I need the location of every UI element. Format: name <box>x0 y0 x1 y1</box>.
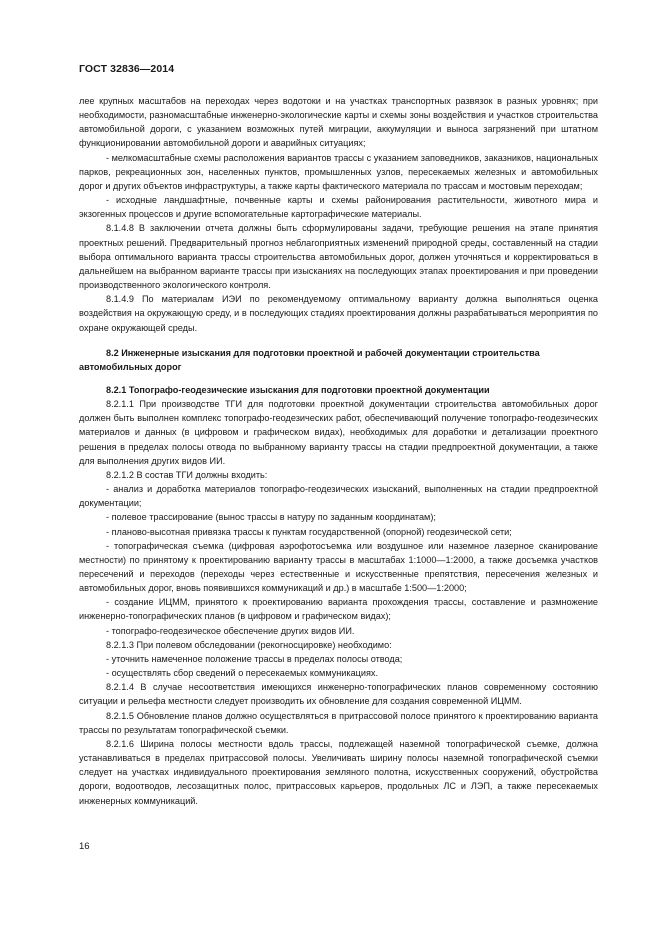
list-item: - анализ и доработка материалов топографо-геодезических изысканий, выполненных на стадии предпроектной документации; <box>79 484 598 509</box>
paragraph: 8.2.1.5 Обновление планов должно осуществляться в притрассовой полосе принятого к проектированию варианта трассы по результатам топографической съемки. <box>79 710 598 735</box>
list-item: - уточнить намеченное положение трассы в пределах полосы отвода; <box>106 653 403 664</box>
list-item: - исходные ландшафтные, почвенные карты и схемы районирования растительности, животного мира и экзогенных процессов и другие вспомогательные картографические материалы. <box>79 195 598 220</box>
paragraph: 8.2.1.2 В состав ТГИ должны входить: <box>106 469 268 480</box>
paragraph: 8.1.4.9 По материалам ИЭИ по рекомендуемому оптимальному варианту должна выполняться оценка воздействия на окружающую среду, и в последующих стадиях проектирования должны разрабатываться мероприятия по охране окружающей среды. <box>79 294 598 333</box>
paragraph: 8.2.1.4 В случае несоответствия имеющихся инженерно-топографических планов современному состоянию ситуации и рельефа местности следует производить их обновление для создания современной ИЦММ. <box>79 682 598 707</box>
section-heading: 8.2 Инженерные изыскания для подготовки проектной и рабочей документации строительства автомобильных дорог <box>79 347 540 372</box>
paragraph: лее крупных масштабов на переходах через водотоки и на участках транспортных развязок в разных уровнях; при необходимости, разномасштабные инженерно-экологические карты и схемы зоны воздействия и участков строительства автомобильной дороги, с указанием возможных путей миграции, аккумуляции и выноса загрязнений при штатном функционировании автомобильной дороги и аварийных ситуациях; <box>79 96 598 149</box>
list-item: - планово-высотная привязка трассы к пунктам государственной (опорной) геодезической сети; <box>106 526 512 537</box>
paragraph: 8.2.1.3 При полевом обследовании (рекогносцировке) необходимо: <box>106 639 392 650</box>
page-body <box>79 94 598 808</box>
list-item: - создание ИЦММ, принятого к проектированию варианта прохождения трассы, составление и размножение инженерно-топографических планов (в цифровом и графическом видах); <box>79 597 598 622</box>
paragraph: 8.2.1.1 При производстве ТГИ для подготовки проектной документации строительства автомобильных дорог должен быть выполнен комплекс топографо-геодезических работ, обеспечивающий получение топографо-геодезических материалов и данных (в цифровом и графическом видах), необходимых для доработки и детализации проектного решения в пределах полосы отвода по выбранному варианту трассы на стадии предпроектной документации, а также для выполнения других видов ИИ. <box>79 399 598 466</box>
list-item: - топографическая съемка (цифровая аэрофотосъемка или воздушное или наземное лазерное сканирование местности) по принятому к проектированию варианту трассы в масштабах 1:1000—1:2000, а также досъемка участков пересечений и переходов (переходы через естественные и искусственные препятствия, пересечения железных и автомобильных дорог, вновь появившихся коммуникаций и др.) в масштабе 1:500—1:2000; <box>79 540 598 594</box>
list-item: - полевое трассирование (вынос трассы в натуру по заданным координатам); <box>106 512 436 523</box>
list-item: - осуществлять сбор сведений о пересекаемых коммуникациях. <box>106 668 379 679</box>
document-header: ГОСТ 32836—2014 <box>79 63 175 75</box>
list-item: - мелкомасштабные схемы расположения вариантов трассы с указанием заповедников, заказников, национальных парков, рекреационных зон, населенных пунктов, промышленных узлов, пересекаемых железных и автомобильных дорог и других объектов инфраструктуры, а также карты фактического материала по трассам и мостовым переходам; <box>79 152 598 191</box>
page-number: 16 <box>79 841 90 852</box>
paragraph: 8.1.4.8 В заключении отчета должны быть сформулированы задачи, требующие решения на этапе принятия проектных решений. Предварительный прогноз неблагоприятных изменений природной среды, составленный на стадии выбора оптимального варианта трассы строительства автомобильных дорог, должен уточняться и корректироваться в дальнейшем на выбранном варианте трассы при изысканиях на последующих этапах проектирования и при проведении производственного экологического контроля. <box>79 223 598 291</box>
paragraph: 8.2.1.6 Ширина полосы местности вдоль трассы, подлежащей наземной топографической съемке, должна устанавливаться в пределах притрассовой полосы. Увеличивать ширину полосы наземной топографической съемки следует на участках индивидуального проектирования земляного полотна, искусственных сооружений, обустройства дороги, водоотводов, лесозащитных полос, притрассовых карьеров, продольных ЛС и ЛЭП, а также пересекаемых инженерных коммуникаций. <box>79 738 598 806</box>
list-item: - топографо-геодезическое обеспечение других видов ИИ. <box>106 625 355 636</box>
subsection-heading: 8.2.1 Топографо-геодезические изыскания для подготовки проектной документации <box>106 384 490 395</box>
